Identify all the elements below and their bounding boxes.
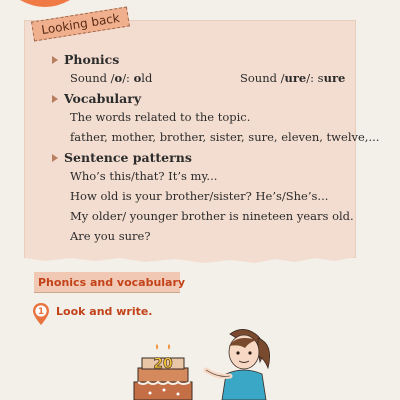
section-band-title: Phonics and vocabulary [38,276,186,289]
sentence-line: My older/ younger brother is nineteen years old. [70,209,354,223]
section-band-underline [34,292,180,293]
sentence-line: Are you sure? [70,229,151,243]
location-pin-icon [32,302,50,326]
sound-o-line: Sound /o/: old [70,71,153,85]
vocabulary-line: The words related to the topic. [70,110,251,124]
vocabulary-heading [52,91,141,106]
sound-ure-line: Sound /ure/: sure [240,71,346,85]
looking-back-tag: Looking back [31,7,130,42]
girl-character-icon [206,329,270,400]
sentence-patterns-heading [52,150,192,165]
vocabulary-title: Vocabulary [64,91,142,106]
task-title: Look and write. [56,305,153,318]
triangle-bullet-icon [52,154,58,162]
triangle-bullet-icon [52,56,58,64]
phonics-title: Phonics [64,52,120,67]
birthday-cake-icon [134,344,192,400]
cake-number-candle: 20 [153,356,173,372]
sentence-patterns-title: Sentence patterns [64,150,192,165]
task-number: 1 [37,307,45,318]
triangle-bullet-icon [52,95,58,103]
torn-edge [25,255,355,265]
girl-and-birthday-cake-illustration [120,328,300,400]
sentence-line: How old is your brother/sister? He’s/She’s... [70,189,329,203]
phonics-heading [52,52,119,67]
sentence-line: Who’s this/that? It’s my... [70,169,218,183]
vocabulary-line: father, mother, brother, sister, sure, eleven, twelve,... [70,130,380,144]
